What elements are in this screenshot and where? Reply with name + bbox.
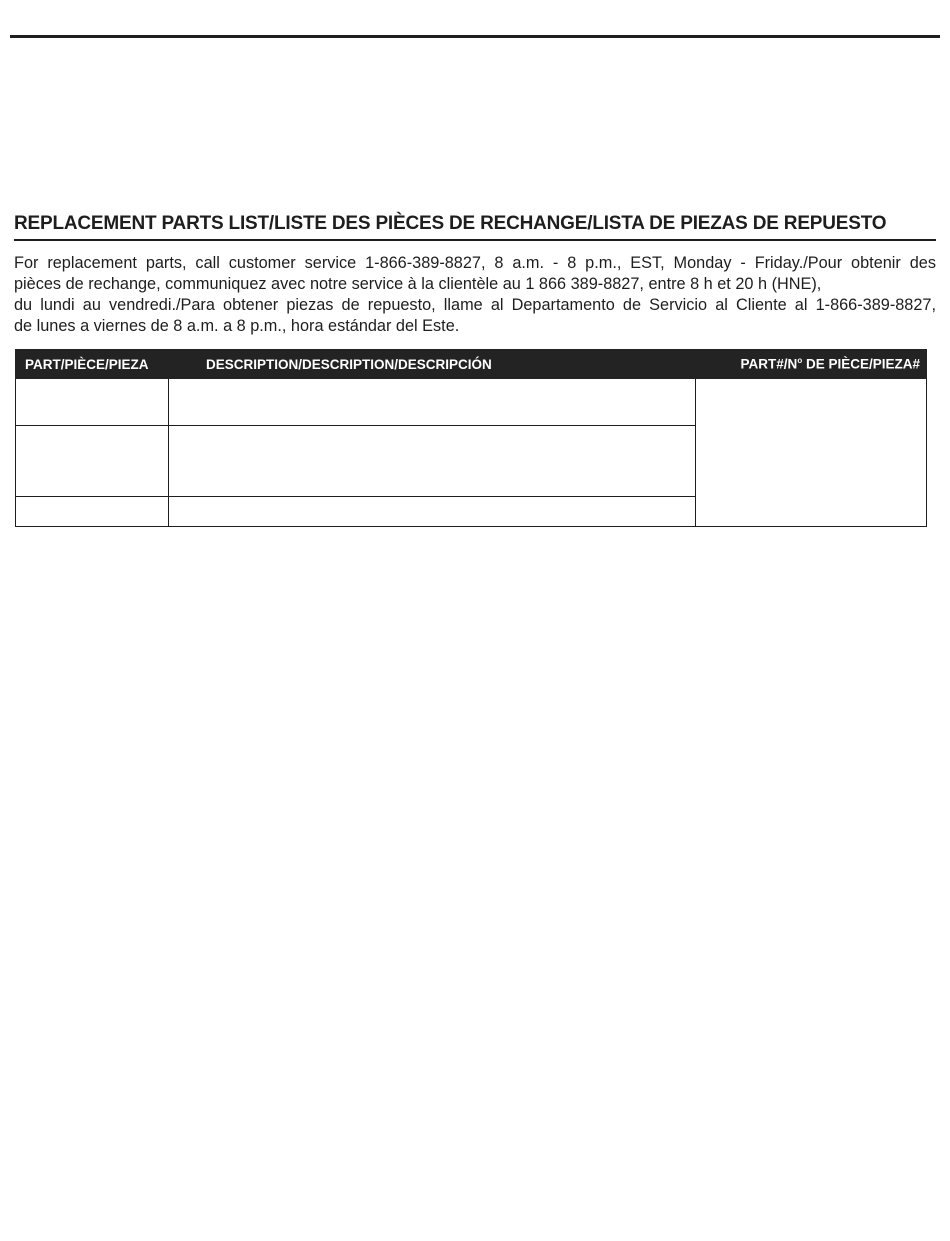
intro-line: de lunes a viernes de 8 a.m. a 8 p.m., hora estándar del Este. xyxy=(14,317,460,335)
intro-line: For replacement parts, call customer service 1-866-389-8827, 8 a.m. - 8 p.m., EST, Monday - Friday./Pour obtenir des xyxy=(14,254,936,272)
description-cell xyxy=(169,497,696,527)
description-cell xyxy=(169,379,696,426)
column-header-description: DESCRIPTION/DESCRIPTION/DESCRIPCIÓN xyxy=(169,350,696,379)
part-cell xyxy=(16,497,169,527)
intro-paragraph xyxy=(14,253,936,337)
intro-line: du lundi au vendredi./Para obtener piezas de repuesto, llame al Departamento de Servicio al Cliente al 1-866-389-8827, xyxy=(14,296,936,314)
top-rule xyxy=(10,35,940,38)
part-cell xyxy=(16,426,169,497)
column-header-part: PART/PIÈCE/PIEZA xyxy=(16,350,169,379)
parts-table xyxy=(15,349,927,527)
part-number-cell xyxy=(696,379,927,527)
part-cell xyxy=(16,379,169,426)
table-header-row xyxy=(16,350,927,379)
part-number-prefix: PART#/N xyxy=(740,356,798,372)
description-cell xyxy=(169,426,696,497)
title-rule xyxy=(14,239,936,241)
part-number-suffix: DE PIÈCE/PIEZA# xyxy=(802,356,920,372)
column-header-part-number xyxy=(696,350,927,379)
table-row xyxy=(16,379,927,426)
intro-line: pièces de rechange, communiquez avec notre service à la clientèle au 1 866 389-8827, entre 8 h et 20 h (HNE), xyxy=(14,275,822,293)
degree-mark: o xyxy=(797,356,803,366)
section-title: REPLACEMENT PARTS LIST/LISTE DES PIÈCES DE RECHANGE/LISTA DE PIEZAS DE REPUESTO xyxy=(14,213,887,234)
